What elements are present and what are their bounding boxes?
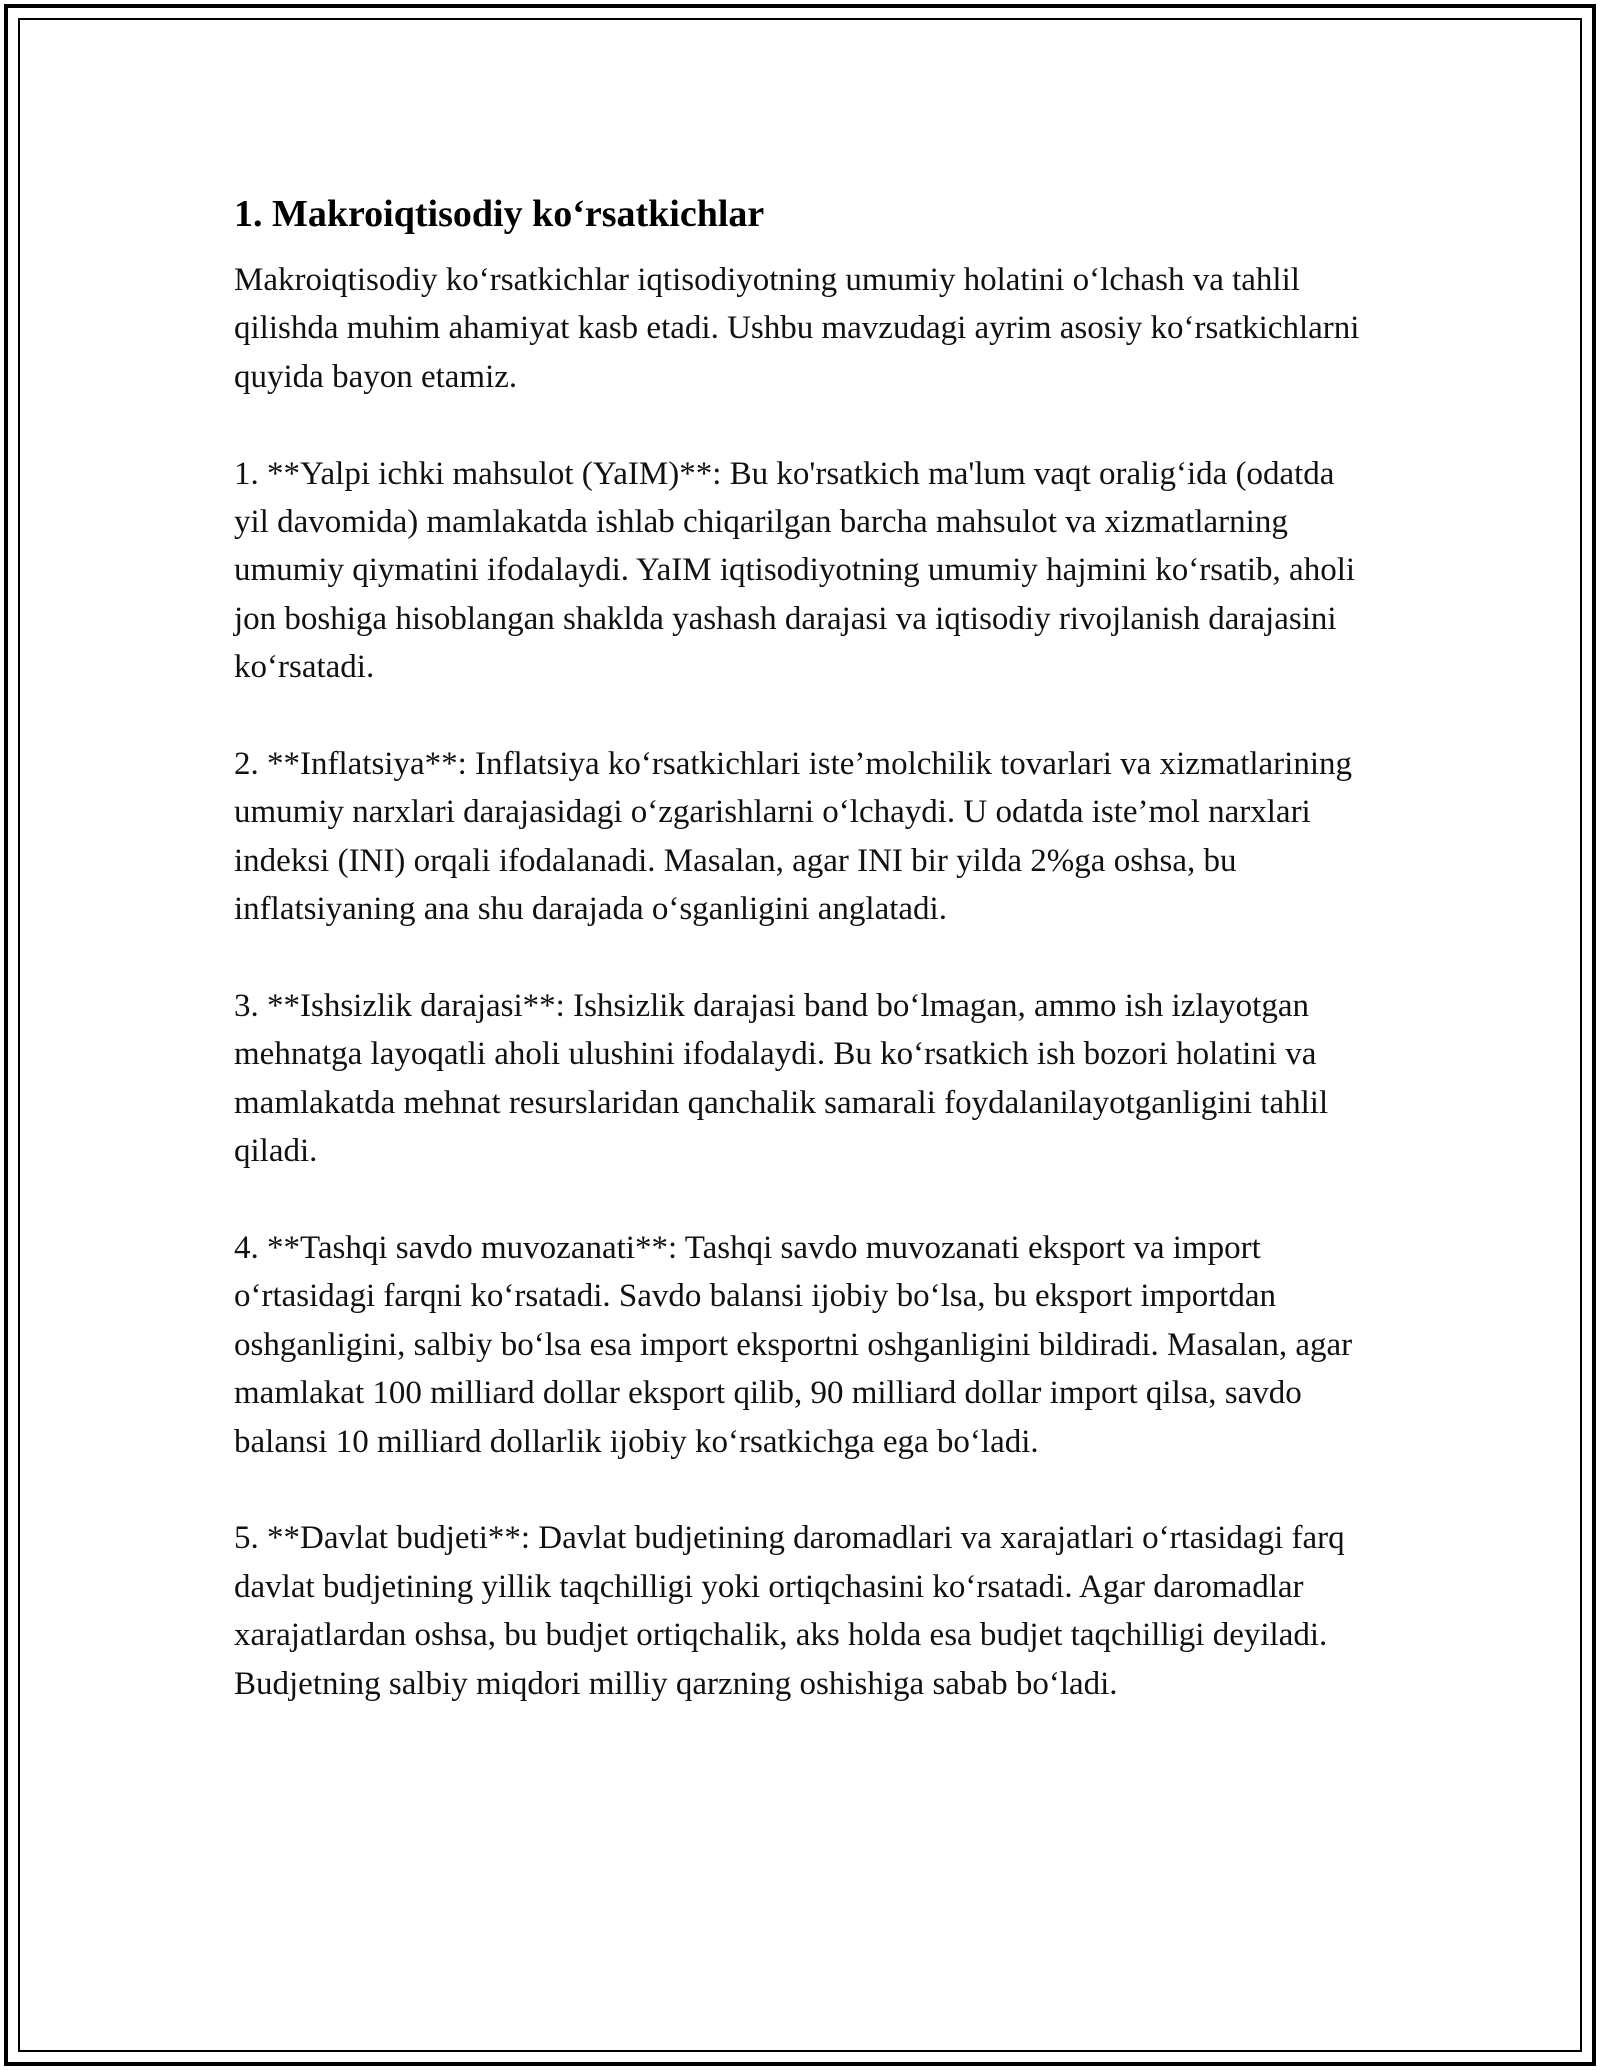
paragraph-state-budget: 5. **Davlat budjeti**: Davlat budjetining daromadlari va xarajatlari oʻrtasidagi farq davlat budjetining yillik taqchilligi yoki ortiqchasini koʻrsatadi. Agar daromadlar xarajatlardan oshsa, bu budjet ortiqchalik, aks holda esa budjet taqchilligi deyiladi. Budjetning salbiy miqdori milliy qarzning oshishiga sabab boʻladi. — [234, 1520, 1345, 1702]
paragraph-unemployment: 3. **Ishsizlik darajasi**: Ishsizlik darajasi band boʻlmagan, ammo ish izlayotgan mehnatga layoqatli aholi ulushini ifodalaydi. Bu koʻrsatkich ish bozori holatini va mamlakatda mehnat resurslaridan qanchalik samarali foydalanilayotganligini tahlil qiladi. — [234, 988, 1329, 1170]
paragraph-gdp: 1. **Yalpi ichki mahsulot (YaIM)**: Bu ko'rsatkich ma'lum vaqt oraligʻida (odatda yil davomida) mamlakatda ishlab chiqarilgan barcha mahsulot va xizmatlarning umumiy qiymatini ifodalaydi. YaIM iqtisodiyotning umumiy hajmini koʻrsatib, aholi jon boshiga hisoblangan shaklda yashash darajasi va iqtisodiy rivojlanish darajasini koʻrsatadi. — [234, 455, 1356, 686]
document-body — [234, 186, 1364, 1757]
intro-paragraph: Makroiqtisodiy koʻrsatkichlar iqtisodiyotning umumiy holatini oʻlchash va tahlil qilishda muhim ahamiyat kasb etadi. Ushbu mavzudagi ayrim asosiy koʻrsatkichlarni quyida bayon etamiz. — [234, 262, 1360, 395]
section-heading: 1. Makroiqtisodiy koʻrsatkichlar — [234, 193, 765, 235]
paragraph-inflation: 2. **Inflatsiya**: Inflatsiya koʻrsatkichlari iste’molchilik tovarlari va xizmatlarining umumiy narxlari darajasidagi oʻzgarishlarni oʻlchaydi. U odatda iste’mol narxlari indeksi (INI) orqali ifodalanadi. Masalan, agar INI bir yilda 2%ga oshsa, bu inflatsiyaning ana shu darajada oʻsganligini anglatadi. — [234, 746, 1353, 928]
paragraph-trade-balance: 4. **Tashqi savdo muvozanati**: Tashqi savdo muvozanati eksport va import oʻrtasidagi farqni koʻrsatadi. Savdo balansi ijobiy boʻlsa, bu eksport importdan oshganligini, salbiy boʻlsa esa import eksportni oshganligini bildiradi. Masalan, agar mamlakat 100 milliard dollar eksport qilib, 90 milliard dollar import qilsa, savdo balansi 10 milliard dollarlik ijobiy koʻrsatkichga ega boʻladi. — [234, 1230, 1353, 1460]
